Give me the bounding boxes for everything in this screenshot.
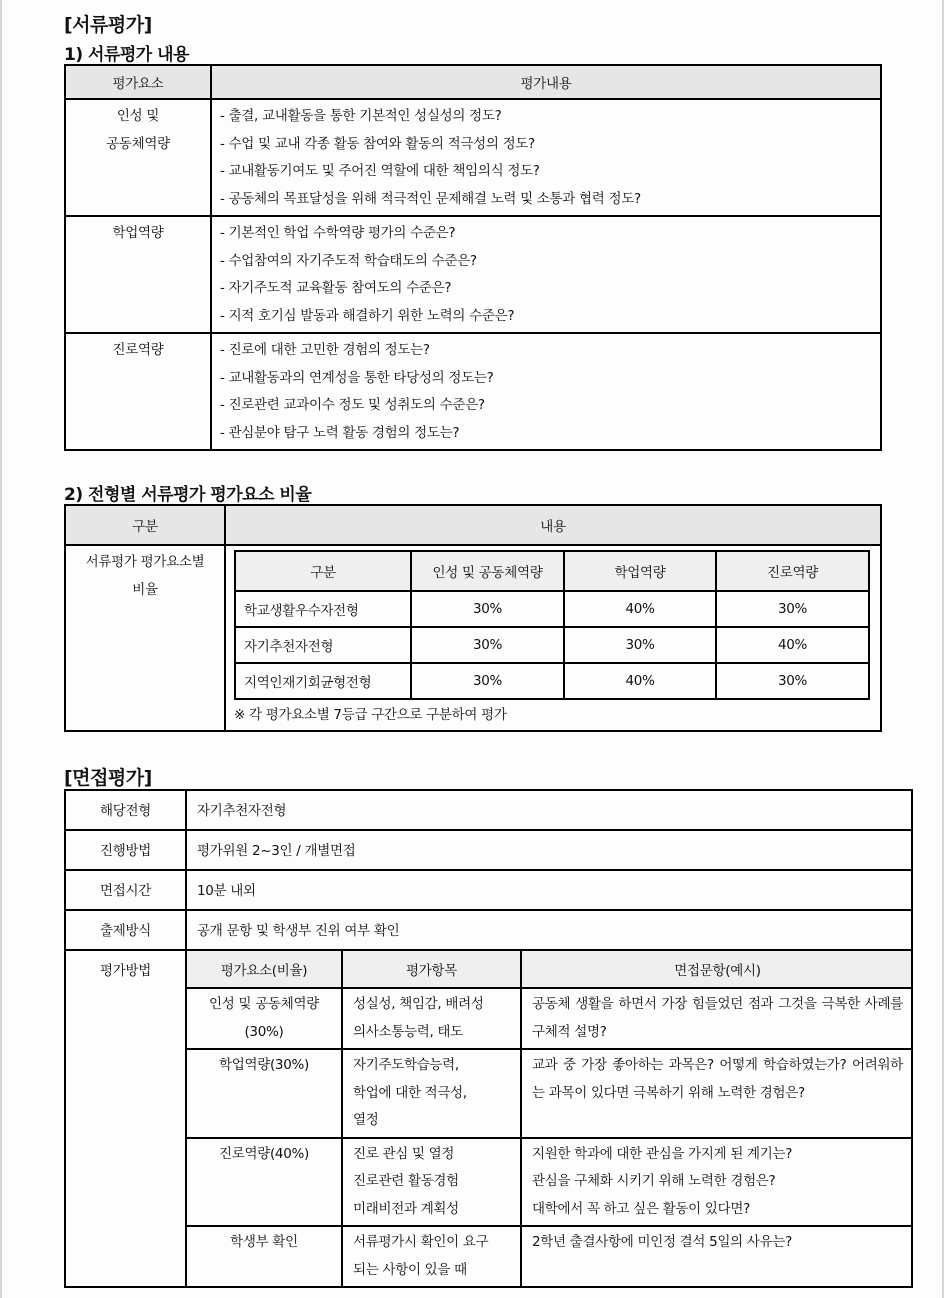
question-line: 대학에서 꼭 하고 싶은 활동이 있다면? <box>532 1200 750 1217</box>
label-method: 진행방법 <box>65 830 186 870</box>
question-line: 관심을 구체화 시키기 위해 노력한 경험은? <box>532 1173 776 1189</box>
inner-header: 인성 및 공동체역량 <box>411 551 564 591</box>
subsection-title-ratio: 2) 전형별 서류평가 평가요소 비율 <box>64 485 312 505</box>
table-row <box>235 663 869 699</box>
content-item: - 기본적인 학업 수학역량 평가의 수준은? <box>220 225 456 241</box>
element-cell <box>187 1049 342 1138</box>
ratio-value: 30% <box>411 591 564 627</box>
value-admission-type: 자기추천자전형 <box>186 790 912 830</box>
content-item: - 교내활동기여도 및 주어진 역할에 대한 책임의식 정도? <box>220 163 540 179</box>
row-label: 비율 <box>132 581 158 598</box>
ratio-value: 30% <box>411 627 564 663</box>
row-label-cell <box>65 545 225 731</box>
table-row <box>65 870 912 910</box>
item: 열정 <box>353 1112 379 1128</box>
inner-header: 평가항목 <box>342 951 521 988</box>
table-row <box>65 790 912 830</box>
interview-table <box>64 789 913 1288</box>
label-evaluation-method: 평가방법 <box>65 950 186 1287</box>
content-item: - 수업참여의 자기주도적 학습태도의 수준은? <box>220 252 477 269</box>
element-label: (30%) <box>244 1023 284 1040</box>
value-method: 평가위원 2~3인 / 개별면접 <box>186 830 912 870</box>
value-duration: 10분 내외 <box>186 870 912 910</box>
table-row <box>65 910 912 950</box>
table-row <box>235 591 869 627</box>
review-content-table <box>64 64 882 451</box>
items-cell <box>342 1049 521 1138</box>
admission-type: 학교생활우수자전형 <box>235 591 411 627</box>
element-label: 진로역량(40%) <box>218 1145 309 1162</box>
evaluation-inner-table <box>187 951 913 1286</box>
inner-header: 구분 <box>235 551 411 591</box>
content-cell <box>211 99 881 216</box>
element-cell <box>65 216 211 333</box>
header-category: 구분 <box>65 505 225 545</box>
ratio-value: 30% <box>564 627 716 663</box>
inner-header: 면접문항(예시) <box>521 951 913 988</box>
table-row <box>187 1049 913 1138</box>
element-cell <box>187 1226 342 1286</box>
ratio-value: 30% <box>411 663 564 699</box>
item: 성실성, 책임감, 배려성 <box>353 996 484 1012</box>
item: 의사소통능력, 태도 <box>353 1023 463 1040</box>
question-cell: 2학년 출결사항에 미인정 결석 5일의 사유는? <box>521 1226 913 1286</box>
inner-header: 평가요소(비율) <box>187 951 342 988</box>
items-cell <box>342 1138 521 1227</box>
section-title-interview: [면접평가] <box>64 767 152 789</box>
table-row <box>187 1138 913 1227</box>
table-row <box>187 1226 913 1286</box>
value-question-type: 공개 문항 및 학생부 진위 여부 확인 <box>186 910 912 950</box>
table-row <box>65 333 881 450</box>
grading-note: ※ 각 평가요소별 7등급 구간으로 구분하여 평가 <box>234 707 507 723</box>
header-element: 평가요소 <box>65 65 211 99</box>
table-row <box>65 99 881 216</box>
inner-header: 학업역량 <box>564 551 716 591</box>
ratio-table <box>64 504 882 732</box>
row-label: 서류평가 평가요소별 <box>85 554 205 570</box>
content-item: - 관심분야 탐구 노력 활동 경험의 정도는? <box>220 424 460 441</box>
item: 서류평가시 확인이 요구 <box>353 1234 489 1250</box>
items-cell <box>342 1226 521 1286</box>
item: 학업에 대한 적극성, <box>353 1084 467 1101</box>
ratio-inner-table <box>234 550 870 700</box>
content-item: - 출결, 교내활동을 통한 기본적인 성실성의 정도? <box>220 108 502 124</box>
label-duration: 면접시간 <box>65 870 186 910</box>
items-cell <box>342 988 521 1049</box>
label-question-type: 출제방식 <box>65 910 186 950</box>
element-label: 인성 및 <box>116 108 160 124</box>
question-line: 지원한 학과에 대한 관심을 가지게 된 계기는? <box>532 1145 793 1162</box>
element-cell <box>187 1138 342 1227</box>
admission-type: 자기추천자전형 <box>235 627 411 663</box>
subsection-title-review-content: 1) 서류평가 내용 <box>64 45 189 65</box>
content-item: - 지적 호기심 발동과 해결하기 위한 노력의 수준은? <box>220 307 515 324</box>
table-row <box>65 216 881 333</box>
element-label: 학업역량(30%) <box>218 1057 309 1073</box>
content-item: - 교내활동과의 연계성을 통한 타당성의 정도는? <box>220 369 494 386</box>
content-item: - 진로에 대한 고민한 경험의 정도는? <box>220 342 430 358</box>
table-row <box>65 830 912 870</box>
question-cell: 공동체 생활을 하면서 가장 힘들었던 점과 그것을 극복한 사례를 구체적 설명? <box>521 988 913 1049</box>
content-item: - 수업 및 교내 각종 활동 참여와 활동의 적극성의 정도? <box>220 135 535 152</box>
item: 진로관련 활동경험 <box>353 1173 459 1189</box>
content-item: - 공동체의 목표달성을 위해 적극적인 문제해결 노력 및 소통과 협력 정도? <box>220 190 641 207</box>
content-item: - 자기주도적 교육활동 참여도의 수준은? <box>220 280 452 296</box>
ratio-content-cell <box>225 545 881 731</box>
table-row <box>65 950 912 1287</box>
question-cell: 교과 중 가장 좋아하는 과목은? 어떻게 학습하였는가? 어려워하는 과목이 있다면 극복하기 위해 노력한 경험은? <box>521 1049 913 1138</box>
ratio-value: 30% <box>716 663 869 699</box>
item: 진로 관심 및 열정 <box>353 1145 455 1162</box>
header-content: 내용 <box>225 505 881 545</box>
item: 되는 사항이 있을 때 <box>353 1261 467 1278</box>
header-content: 평가내용 <box>211 65 881 99</box>
page-edge-left <box>0 0 2 1298</box>
element-label: 인성 및 공동체역량 <box>209 996 319 1012</box>
ratio-value: 40% <box>564 591 716 627</box>
label-admission-type: 해당전형 <box>65 790 186 830</box>
element-label: 진로역량 <box>112 342 164 358</box>
question-cell <box>521 1138 913 1227</box>
admission-type: 지역인재기회균형전형 <box>235 663 411 699</box>
inner-header: 진로역량 <box>716 551 869 591</box>
table-row <box>187 988 913 1049</box>
ratio-value: 30% <box>716 591 869 627</box>
section-title-document-review: [서류평가] <box>64 14 152 36</box>
ratio-value: 40% <box>564 663 716 699</box>
element-cell <box>187 988 342 1049</box>
table-row <box>235 627 869 663</box>
element-label: 공동체역량 <box>106 135 170 152</box>
content-cell <box>211 333 881 450</box>
element-cell <box>65 99 211 216</box>
content-item: - 진로관련 교과이수 정도 및 성취도의 수준은? <box>220 397 485 413</box>
content-cell <box>211 216 881 333</box>
element-label: 학업역량 <box>112 225 164 241</box>
element-label: 학생부 확인 <box>230 1234 298 1250</box>
element-cell <box>65 333 211 450</box>
evaluation-method-cell <box>186 950 912 1287</box>
item: 미래비전과 계획성 <box>353 1200 459 1217</box>
item: 자기주도학습능력, <box>353 1057 459 1073</box>
ratio-value: 40% <box>716 627 869 663</box>
